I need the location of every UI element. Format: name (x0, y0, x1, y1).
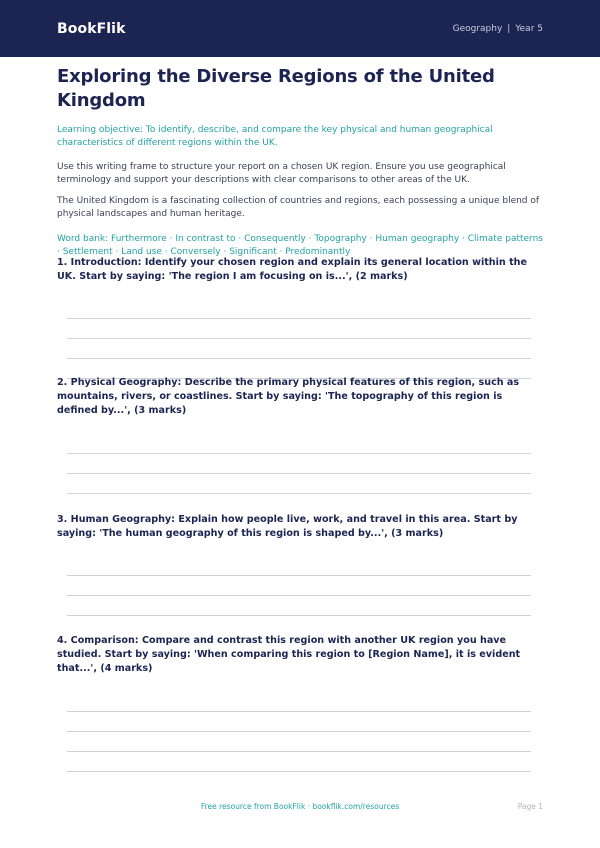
context-paragraph: The United Kingdom is a fascinating collection of countries and regions, each possessing a unique blend of physical landscapes and human heritage. (57, 196, 540, 219)
answer-line[interactable] (67, 575, 531, 576)
page-title: Exploring the Diverse Regions of the United Kingdom (57, 66, 495, 111)
answer-line[interactable] (67, 473, 531, 474)
question-4: 4. Comparison: Compare and contrast this region with another UK region you have studied. Start by saying: 'When comparing this region to [Region Name], it is evident that...', (4 marks) (57, 635, 521, 674)
answer-line[interactable] (67, 493, 531, 494)
footer-credit-link[interactable]: Free resource from BookFlik · bookflik.com/resources (200, 802, 400, 811)
question-3: 3. Human Geography: Explain how people live, work, and travel in this area. Start by saying: 'The human geography of this region is shaped by...', (3 marks) (57, 514, 518, 539)
brand-logo: BookFlik (57, 20, 126, 37)
answer-line[interactable] (67, 338, 531, 339)
answer-line[interactable] (67, 453, 531, 454)
answer-line[interactable] (67, 771, 531, 772)
answer-line[interactable] (67, 731, 531, 732)
answer-line[interactable] (67, 711, 531, 712)
page-number: Page 1 (517, 802, 543, 811)
subject-label: Geography (452, 23, 503, 34)
learning-objective: Learning objective: To identify, describe, and compare the key physical and human geographical characteristics of different regions within the UK. (57, 125, 493, 148)
page-footer (0, 800, 600, 814)
meta-separator: | (507, 23, 511, 34)
answer-line[interactable] (67, 318, 531, 319)
worksheet-body (57, 65, 543, 259)
answer-line[interactable] (67, 595, 531, 596)
page-header (0, 0, 600, 57)
instructions-paragraph: Use this writing frame to structure your report on a chosen UK region. Ensure you use geographical terminology and support your descriptions with clear comparisons to other areas of the UK. (57, 162, 506, 185)
question-1: 1. Introduction: Identify your chosen region and explain its general location within the UK. Start by saying: 'The region I am focusing on is...', (2 marks) (57, 257, 528, 282)
question-2: 2. Physical Geography: Describe the primary physical features of this region, such as mountains, rivers, or coastlines. Start by saying: 'The topography of this region is defined by...', (3 marks) (57, 377, 520, 416)
year-label: Year 5 (515, 23, 543, 34)
subject-meta (453, 24, 543, 34)
word-bank: Word bank: Furthermore · In contrast to · Consequently · Topography · Human geography · Climate patterns · Settlement · Land use · Conversely · Significant · Predominantly (57, 234, 543, 257)
answer-line[interactable] (67, 358, 531, 359)
answer-line[interactable] (67, 751, 531, 752)
answer-line[interactable] (67, 615, 531, 616)
